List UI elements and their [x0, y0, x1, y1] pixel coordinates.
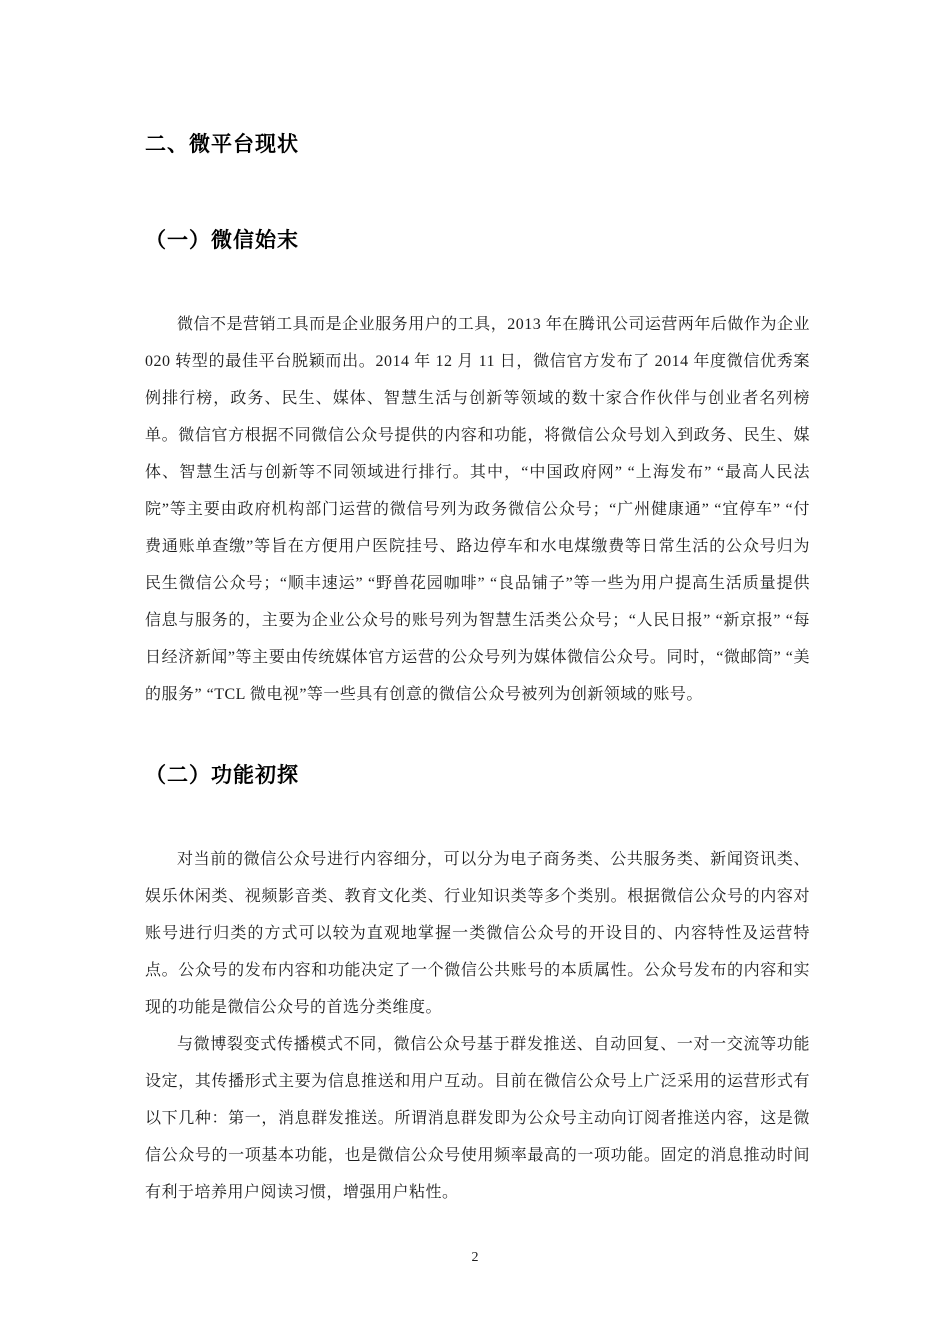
paragraph-function-operation: 与微博裂变式传播模式不同，微信公众号基于群发推送、自动回复、一对一交流等功能设定，其传播形式主要为信息推送和用户互动。目前在微信公众号上广泛采用的运营形式有以下几种：第一，消息群发推送。所谓消息群发即为公众号主动向订阅者推送内容，这是微信公众号的一项基本功能，也是微信公众号使用频率最高的一项功能。固定的消息推动时间有利于培养用户阅读习惯，增强用户粘性。 [145, 1036, 810, 1201]
section-heading: 二、微平台现状 [145, 133, 299, 156]
page-number: 2 [471, 1250, 479, 1265]
subsection-heading-function-exploration: （二）功能初探 [145, 764, 299, 787]
subsection-heading-weixin-origin: （一）微信始末 [145, 229, 299, 252]
paragraph-weixin-origin: 微信不是营销工具而是企业服务用户的工具，2013 年在腾讯公司运营两年后做作为企业 020 转型的最佳平台脱颖而出。2014 年 12 月 11 日，微信官方发布了 2014 年度微信优秀案例排行榜，政务、民生、媒体、智慧生活与创新等领域的数十家合作伙伴与创业者名列榜单。微信官方根据不同微信公众号提供的内容和功能，将微信公众号划入到政务、民生、媒体、智慧生活与创新等不同领域进行排行。其中，“中国政府网” “上海发布” “最高人民法院”等主要由政府机构部门运营的微信号列为政务微信公众号；“广州健康通” “宜停车” “付费通账单查缴”等旨在方便用户医院挂号、路边停车和水电煤缴费等日常生活的公众号归为民生微信公众号；“顺丰速运” “野兽花园咖啡” “良品铺子”等一些为用户提高生活质量提供信息与服务的，主要为企业公众号的账号列为智慧生活类公众号；“人民日报” “新京报” “每日经济新闻”等主要由传统媒体官方运营的公众号列为媒体微信公众号。同时，“微邮筒” “美的服务” “TCL 微电视”等一些具有创意的微信公众号被列为创新领域的账号。 [145, 316, 810, 703]
paragraph-function-classification: 对当前的微信公众号进行内容细分，可以分为电子商务类、公共服务类、新闻资讯类、娱乐休闲类、视频影音类、教育文化类、行业知识类等多个类别。根据微信公众号的内容对账号进行归类的方式可以较为直观地掌握一类微信公众号的开设目的、内容特性及运营特点。公众号的发布内容和功能决定了一个微信公共账号的本质属性。公众号发布的内容和实现的功能是微信公众号的首选分类维度。 [145, 851, 810, 1016]
